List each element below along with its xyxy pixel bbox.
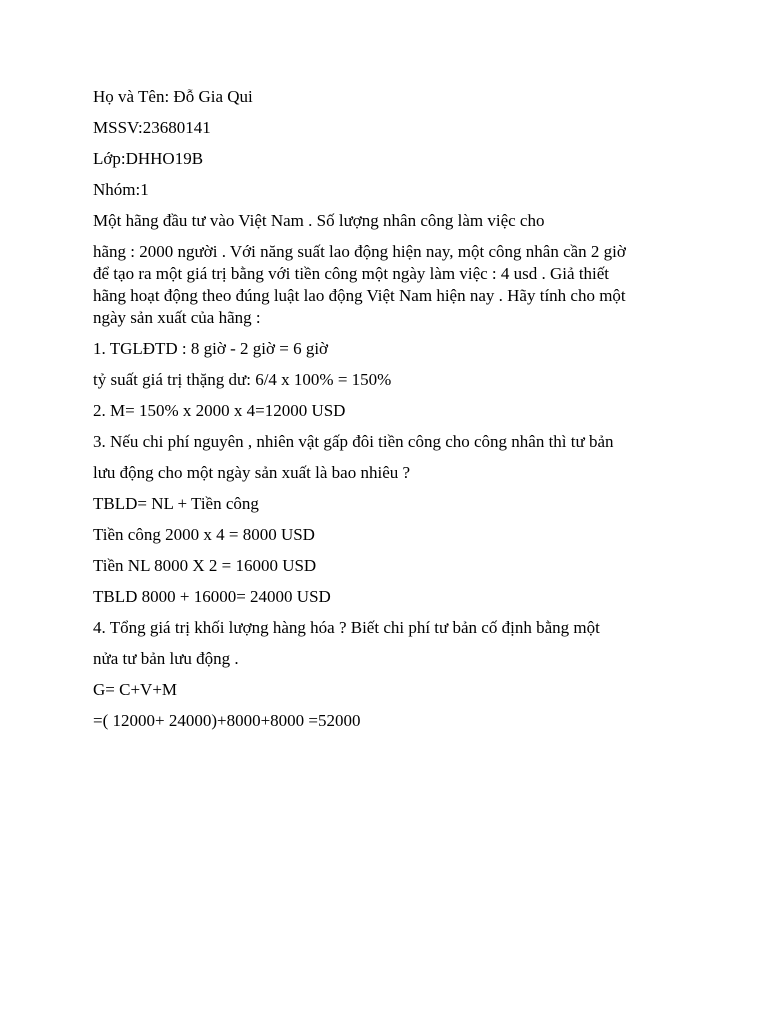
problem-statement [93, 241, 683, 329]
document-page [93, 86, 683, 741]
tbld-result: TBLD 8000 + 16000= 24000 USD [93, 587, 331, 606]
student-name: Họ và Tên: Đỗ Gia Qui [93, 87, 253, 106]
answer-2: 2. M= 150% x 2000 x 4=12000 USD [93, 401, 346, 420]
problem-line-2: để tạo ra một giá trị bằng với tiền công một ngày làm việc : 4 usd . Giả thiết [93, 264, 610, 283]
question-3-line-1: 3. Nếu chi phí nguyên , nhiên vật gấp đôi tiền công cho công nhân thì tư bản [93, 432, 614, 451]
problem-line-4: ngày sản xuất của hãng : [93, 308, 261, 327]
surplus-rate: tỷ suất giá trị thặng dư: 6/4 x 100% = 150% [93, 370, 392, 389]
tbld-formula: TBLD= NL + Tiền công [93, 494, 259, 513]
answer-1: 1. TGLĐTD : 8 giờ - 2 giờ = 6 giờ [93, 339, 329, 358]
question-3-line-2: lưu động cho một ngày sản xuất là bao nhiêu ? [93, 463, 411, 482]
problem-line-1: hãng : 2000 người . Với năng suất lao động hiện nay, một công nhân cần 2 giờ [93, 242, 626, 261]
g-formula: G= C+V+M [93, 680, 178, 699]
question-4-line-1: 4. Tổng giá trị khối lượng hàng hóa ? Biết chi phí tư bản cố định bằng một [93, 618, 600, 637]
problem-intro: Một hãng đầu tư vào Việt Nam . Số lượng nhân công làm việc cho [93, 211, 545, 230]
student-class: Lớp:DHHO19B [93, 149, 204, 168]
g-result: =( 12000+ 24000)+8000+8000 =52000 [93, 711, 361, 730]
wage-calc: Tiền công 2000 x 4 = 8000 USD [93, 525, 315, 544]
problem-line-3: hãng hoạt động theo đúng luật lao động Việt Nam hiện nay . Hãy tính cho một [93, 286, 626, 305]
student-id: MSSV:23680141 [93, 118, 211, 137]
student-group: Nhóm:1 [93, 180, 149, 199]
material-calc: Tiền NL 8000 X 2 = 16000 USD [93, 556, 317, 575]
question-4-line-2: nửa tư bản lưu động . [93, 649, 239, 668]
